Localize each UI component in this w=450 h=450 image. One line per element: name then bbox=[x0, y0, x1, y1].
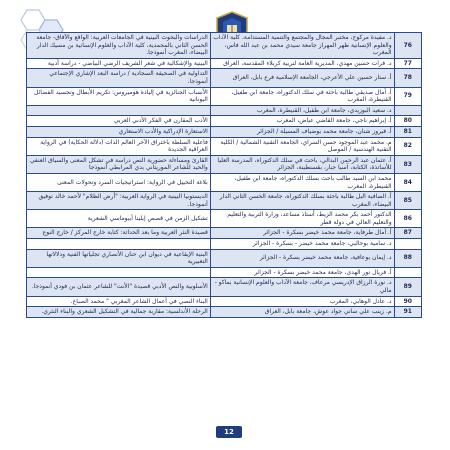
article-number: 76 bbox=[394, 33, 421, 59]
article-number: 79 bbox=[394, 87, 421, 105]
table-row bbox=[27, 278, 422, 296]
article-author: م. زينب علي ساتي جواد عوش، جامعة بابل، العراق bbox=[210, 307, 394, 318]
article-number bbox=[394, 267, 421, 278]
article-number: 82 bbox=[394, 137, 421, 155]
page-number-badge: 12 bbox=[216, 426, 242, 438]
article-author: د. سامية بوحالبي، جامعة محمد خيضر - بسكرة - الجزائر bbox=[210, 239, 394, 250]
article-title[interactable]: القارئ ومساءلة حضورية النص دراسة في تشكل المعنى والسياق العنقي والحيد للشاعر الموريتاني بدي المرابطي أنموذجا bbox=[27, 155, 211, 173]
article-number: 78 bbox=[394, 69, 421, 87]
page bbox=[4, 4, 444, 444]
article-author: أ. فريال نور الهدى، جامعة محمد خيضر بسكرة - الجزائر bbox=[210, 267, 394, 278]
article-author: أ. ستار حسين علي الأعرجي، الجامعة الإسلامية فرع بابل، العراق bbox=[210, 69, 394, 87]
article-title[interactable] bbox=[27, 267, 211, 278]
table-row bbox=[27, 116, 422, 127]
article-author: أ. آمال طرفاية، جامعة محمد خيضر بسكرة - الجزائر bbox=[210, 228, 394, 239]
article-author: أ. عثمان عبد الرحمن البدالي، باحث في سلك الدكتوراه، المدرسة العليا للأساتذة، الكتابة، آسيا جبار، بقسنطينة، الجزائر bbox=[210, 155, 394, 173]
article-title[interactable]: البنية الإيقاعية في ديوان ابن حنان الأنصاري تجلياتها الفنية ودلالاتها التعبيرية bbox=[27, 249, 211, 267]
article-author: د. نورة الرزاق الإدريسي مرعاف، جامعة الآداب والعلوم الإنسانية بماكو - مالي bbox=[210, 278, 394, 296]
table-row bbox=[27, 267, 422, 278]
article-number: 91 bbox=[394, 307, 421, 318]
article-number: 83 bbox=[394, 155, 421, 173]
article-title[interactable]: البينية والإشكالية في شعر الشريف الرضي البياضي - دراسة أدبية bbox=[27, 58, 211, 69]
table-row bbox=[27, 155, 422, 173]
table-row bbox=[27, 105, 422, 116]
article-number: 86 bbox=[394, 210, 421, 228]
article-title[interactable]: بلاغة التخييل في الرواية: استراتيجيات السرد وتحولات المعنى bbox=[27, 173, 211, 191]
article-author: أ. الصافية البل طالبة باحثة بسلك الدكتوراه، جامعة الحسن الثاني الدار البيضاء، المغرب bbox=[210, 192, 394, 210]
table-row bbox=[27, 192, 422, 210]
article-title[interactable] bbox=[27, 105, 211, 116]
table-row bbox=[27, 69, 422, 87]
article-number: 87 bbox=[394, 228, 421, 239]
article-title[interactable]: الرحلة الأندلسية: مقاربة جمالية في التشكيل الشعري والبناء النثري. bbox=[27, 307, 211, 318]
article-title[interactable]: تشكيل الزمن في قصص إيلينا أيبوماسي الشعرية bbox=[27, 210, 211, 228]
article-title[interactable] bbox=[27, 239, 211, 250]
article-title[interactable]: قصيدة النثر العربية وما بعد الحداثة: كتابة خارج المركز / خارج النوع bbox=[27, 228, 211, 239]
article-title[interactable]: البناء النصي في أعمال الشاعر المغربي " محمد الصباغ. bbox=[27, 296, 211, 307]
article-title[interactable]: الاستعارة الإدراكية والأدب الاستعاري bbox=[27, 126, 211, 137]
article-number bbox=[394, 239, 421, 250]
article-title[interactable]: الأنساب الجنائزية في إلياذة هوميروس: تكريم الأبطال وتجسيد الفضائل اليونانية bbox=[27, 87, 211, 105]
article-author: م. محمد عبد الموجود حسن السراي، الجامعة التقنية الشمالية / الكلية التقنية الهندسية / الموصل bbox=[210, 137, 394, 155]
article-author: د. سعيد البوزيدي، جامعة ابن طفيل، القنيطرة، المغرب bbox=[210, 105, 394, 116]
table-row bbox=[27, 173, 422, 191]
table-row bbox=[27, 228, 422, 239]
article-author: د. فرات حسين مهدي، المديرية العامة لتربية كربلاء المقدسة، العراق bbox=[210, 58, 394, 69]
article-number: 85 bbox=[394, 192, 421, 210]
article-number: 84 bbox=[394, 173, 421, 191]
article-title[interactable]: الدراسات والبحوث البينية في الجامعات العربية: الواقع والآفاق- جامعة الحسن الثاني بالمحمدية، كلية الآداب والعلوم الإنسانية بن مسيك الدار البيضاء، المغرب أنموذجا. bbox=[27, 33, 211, 59]
article-title[interactable]: فاعلية السلطة باختراق الآخر العالم الذات (دلالة الحكاية) في الرواية العراقية الجديدة bbox=[27, 137, 211, 155]
article-author: الدكتور أحمد بكر محمد الزيط، أستاذ مساعد، وزارة التربية والتعليم والتعليم العالي في دولة قطر bbox=[210, 210, 394, 228]
table-row bbox=[27, 33, 422, 59]
table-row bbox=[27, 210, 422, 228]
article-title[interactable]: التداولية في الصحيفة السجادية / دراسة البعد الإشاري الإجتماعي أنموذجا. bbox=[27, 69, 211, 87]
article-author: د. عادل الوهابي، المغرب bbox=[210, 296, 394, 307]
article-number: 88 bbox=[394, 249, 421, 267]
article-author: د. مفيدة مركوح، مختبر المجال والمجتمع والتنمية المستدامة، كلية الآداب والعلوم الإنسانية ظهر المهراز جامعة سيدي محمد بن عبد الله فاس، المغرب bbox=[210, 33, 394, 59]
article-number: 80 bbox=[394, 116, 421, 127]
article-number: 89 bbox=[394, 278, 421, 296]
article-number: 77 bbox=[394, 58, 421, 69]
article-title[interactable]: الأسلوبية والنص الأدبي قصيدة "الأنت" للشاعر عثمان بن فودي أنموذجا. bbox=[27, 278, 211, 296]
table-row bbox=[27, 126, 422, 137]
article-author: أ. فيروز شنان، جامعة محمد بوضياف المسيلة / الجزائر bbox=[210, 126, 394, 137]
article-author: أ. آمال صديقي طالبة باحثة في سلك الدكتوراه، جامعة ابن طفيل، القنيطرة، المغرب bbox=[210, 87, 394, 105]
table-row bbox=[27, 239, 422, 250]
article-author: أ. إبراهيم ناجي، جامعة القاضي عياض، المغرب bbox=[210, 116, 394, 127]
article-number: 90 bbox=[394, 296, 421, 307]
table-row bbox=[27, 307, 422, 318]
article-number: 81 bbox=[394, 126, 421, 137]
table-row bbox=[27, 87, 422, 105]
article-title[interactable]: الأدب المقارن في الفكر الأدبي العربي bbox=[27, 116, 211, 127]
article-author: محمد ابن السيد طالب باحث بسلك الدكتوراه، جامعة ابن طفيل، القنيطرة، المغرب bbox=[210, 173, 394, 191]
article-number bbox=[394, 105, 421, 116]
contents-table bbox=[26, 32, 422, 318]
table-row bbox=[27, 249, 422, 267]
article-title[interactable]: الديستوبيا البينية في الرواية العربية: "أرض الظلام" لأحمد خالد توفيق أنموذجا. bbox=[27, 192, 211, 210]
table-row bbox=[27, 296, 422, 307]
table-row bbox=[27, 137, 422, 155]
article-author: د. إيمان بوعافية، جامعة محمد خيضر بسكرة - الجزائر bbox=[210, 249, 394, 267]
table-row bbox=[27, 58, 422, 69]
